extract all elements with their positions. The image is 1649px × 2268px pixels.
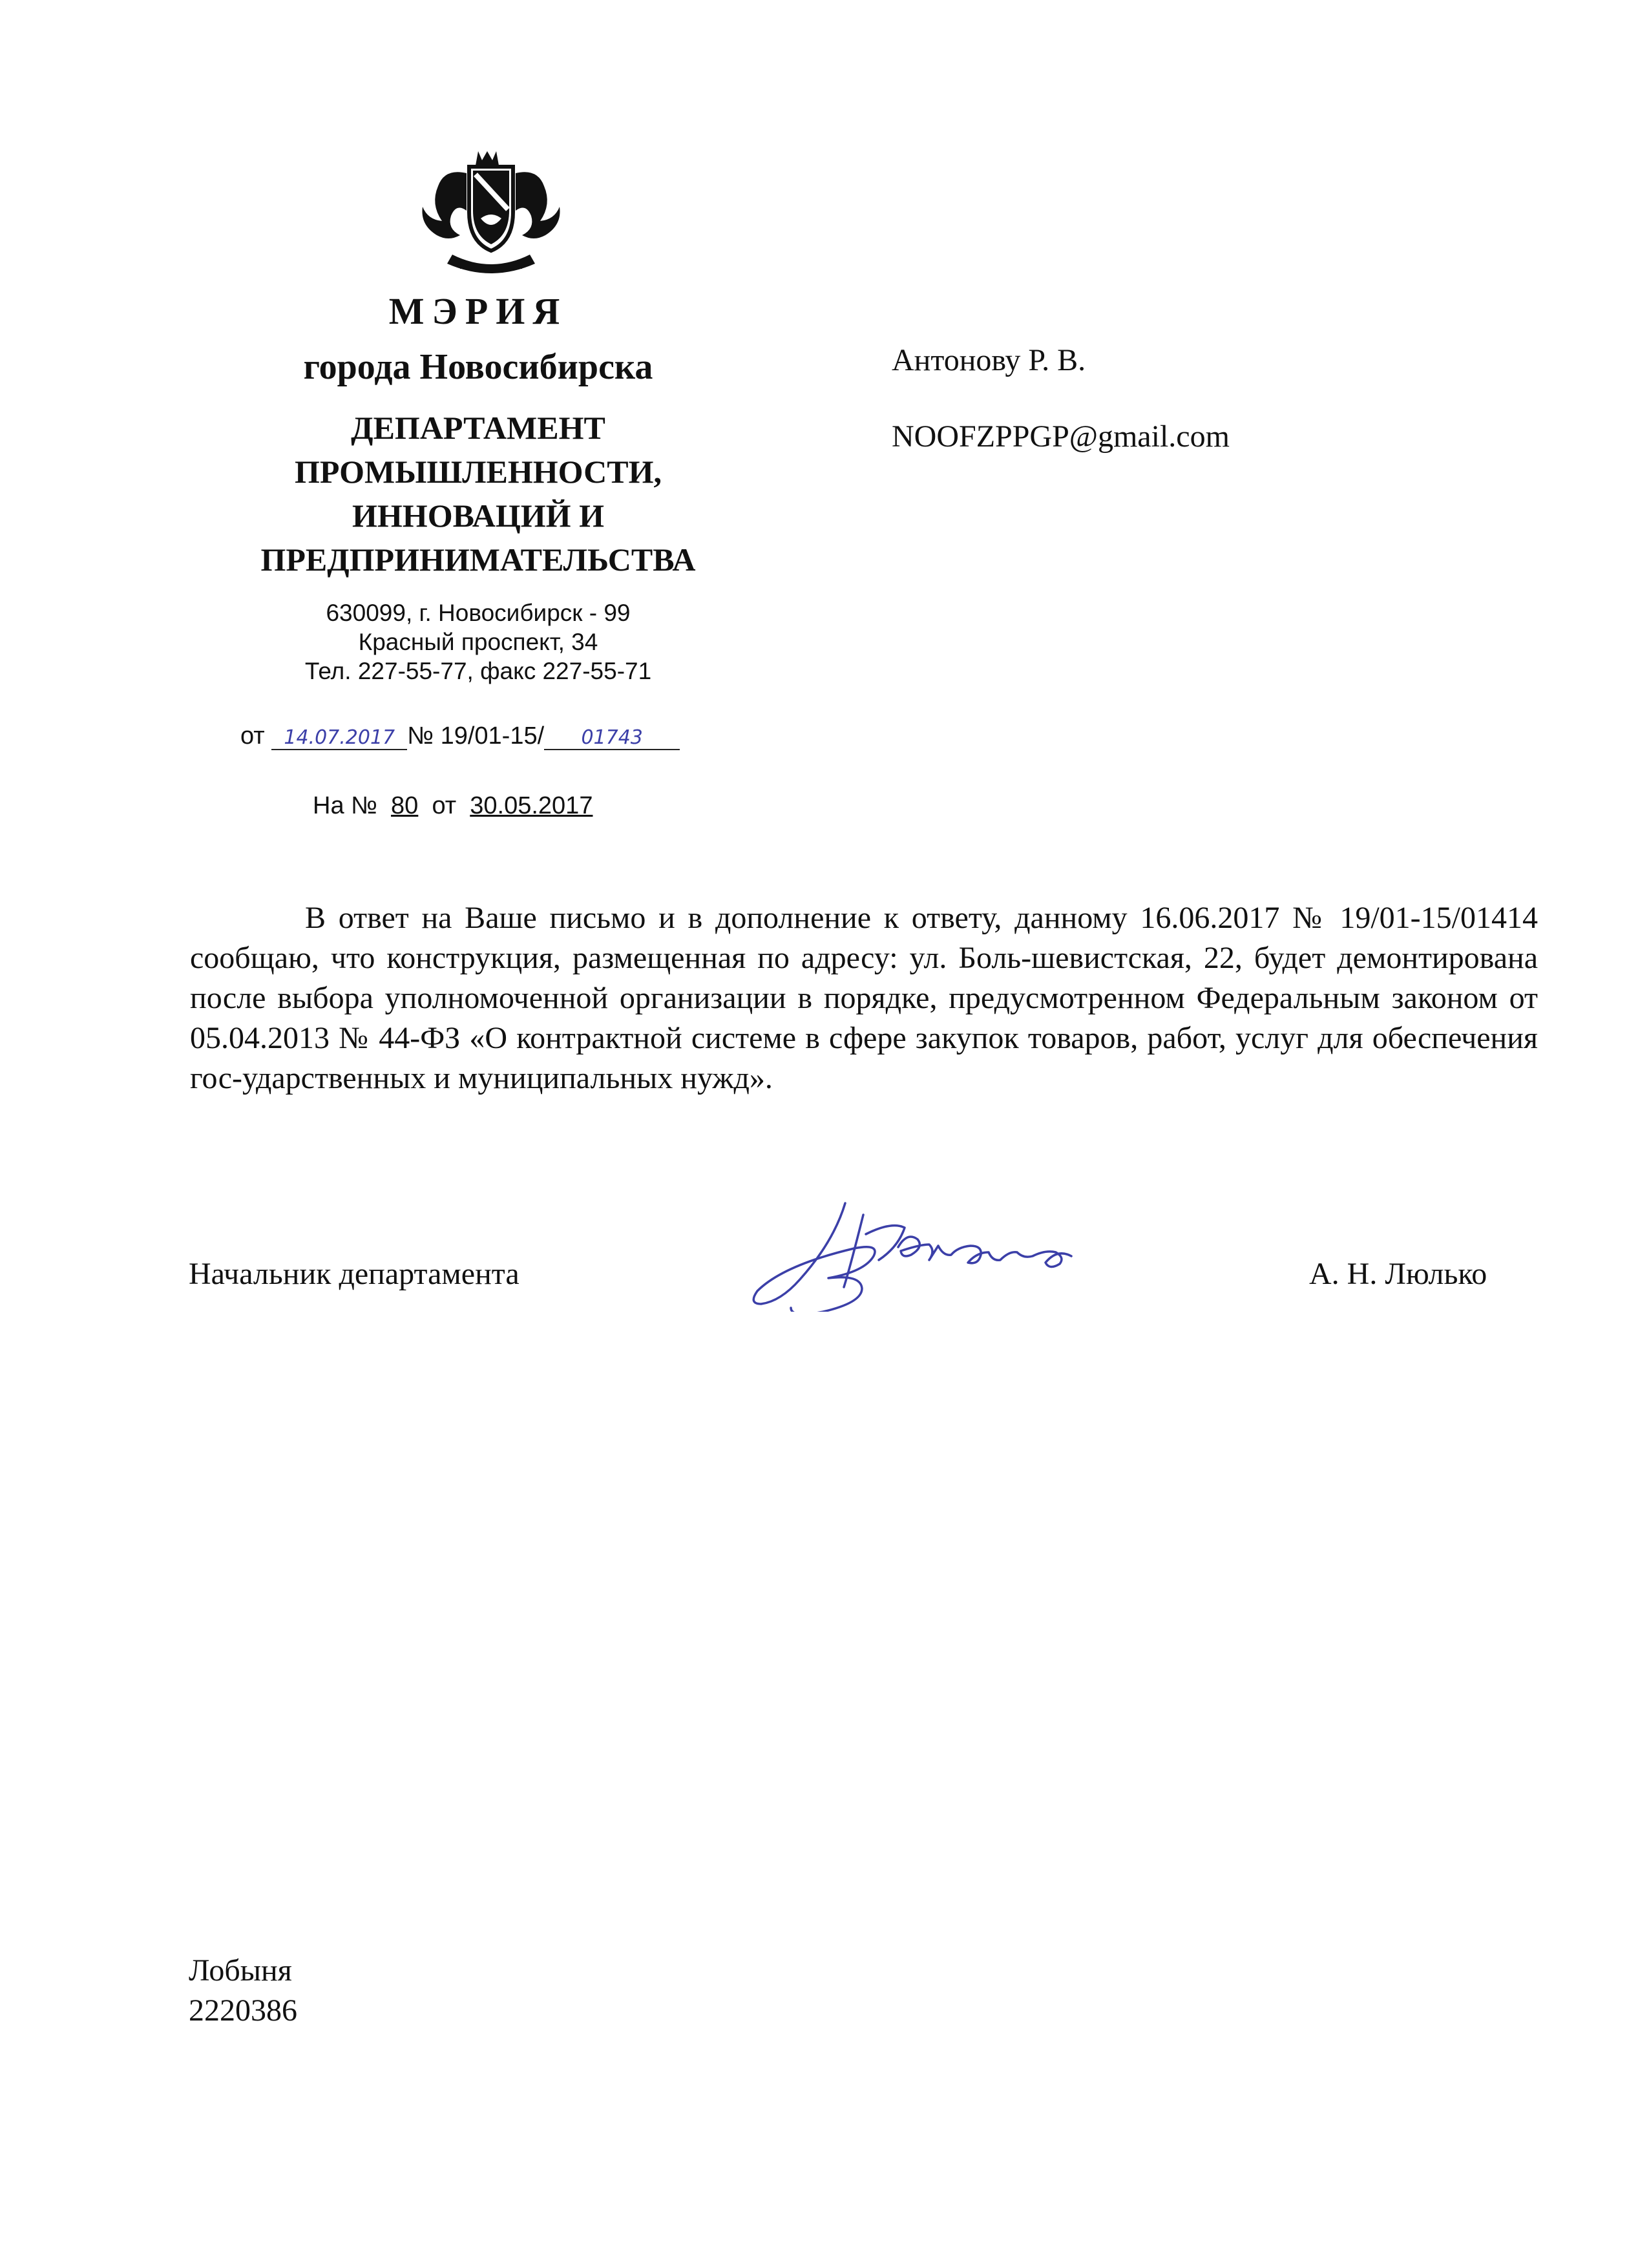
signer-name: А. Н. Люлько	[1309, 1257, 1487, 1291]
recipient-name: Антонову Р. В.	[892, 343, 1086, 377]
registration-number: 01743	[544, 726, 680, 750]
executor-phone: 2220386	[189, 1993, 297, 2028]
address-line: Тел. 227-55-77, факс 227-55-71	[304, 658, 652, 684]
reference-number: 80	[391, 792, 419, 819]
registration-number-label: № 19/01-15/	[407, 722, 545, 750]
registration-from-label: от	[240, 722, 265, 750]
letterhead-title: МЭРИЯ	[388, 290, 568, 332]
department-line: ПРЕДПРИНИМАТЕЛЬСТВА	[260, 541, 696, 578]
letter-body: В ответ на Ваше письмо и в дополнение к ответу, данному 16.06.2017 № 19/01-15/01414 сообщаю, что конструкция, размещенная по адресу: ул. Боль-шевистская, 22, будет демонтирована после выбора уполномоченной организации в порядке, предусмотренном Федеральным законом от 05.04.2013 № 44-ФЗ «О контрактной системе в сфере закупок товаров, работ, услуг для обеспечения гос-ударственных и муниципальных нужд».	[190, 901, 1538, 1095]
reference-from-label: от	[432, 792, 457, 819]
reference-line	[313, 792, 765, 820]
letterhead-department	[194, 406, 762, 582]
registration-date: 14.07.2017	[271, 726, 407, 750]
letterhead-city: города Новосибирска	[303, 347, 653, 387]
executor-name: Лобыня	[189, 1953, 292, 1988]
signer-position: Начальник департамента	[189, 1257, 520, 1291]
registration-line	[240, 722, 757, 750]
handwritten-signature	[737, 1189, 1305, 1312]
letterhead-address	[194, 598, 762, 686]
department-line: ИННОВАЦИЙ И	[352, 498, 604, 534]
reference-label: На №	[313, 792, 377, 819]
recipient-email: NOOFZPPGP@gmail.com	[892, 419, 1230, 454]
coat-of-arms-emblem	[414, 147, 569, 277]
reference-date: 30.05.2017	[470, 792, 593, 819]
address-line: Красный проспект, 34	[358, 629, 598, 655]
address-line: 630099, г. Новосибирск - 99	[326, 600, 631, 626]
department-line: ДЕПАРТАМЕНТ	[351, 410, 605, 446]
department-line: ПРОМЫШЛЕННОСТИ,	[295, 454, 662, 490]
